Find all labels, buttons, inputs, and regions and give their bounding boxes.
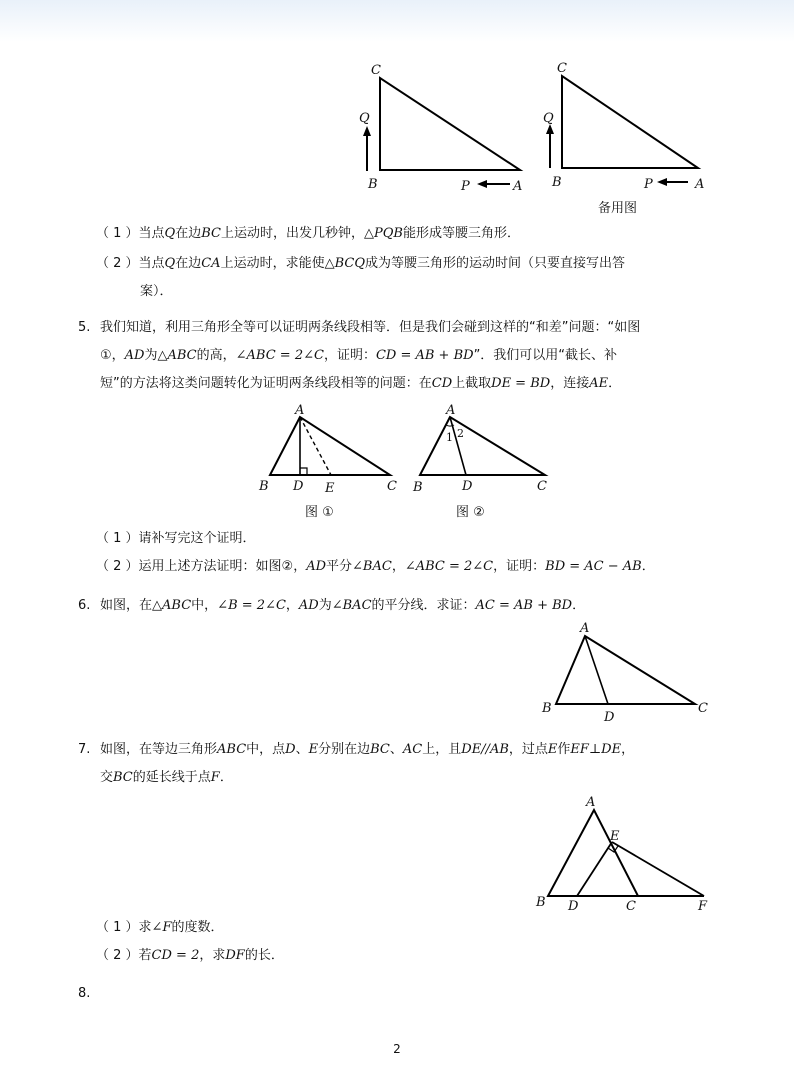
q5-text-line1: 我们知道，利用三角形全等可以证明两条线段相等．但是我们会碰到这样的“和差”问题：“如图 <box>100 320 641 335</box>
label-D: D <box>462 479 473 494</box>
label-A: A <box>580 621 590 636</box>
label-A: A <box>295 403 305 418</box>
angle-2-label: 2 <box>457 427 464 440</box>
label-B: B <box>536 895 546 910</box>
q8-number: 8. <box>78 986 91 1001</box>
label-Q: Q <box>359 111 370 126</box>
label-B: B <box>368 177 378 192</box>
angle-1-label: 1 <box>446 431 453 444</box>
label-C: C <box>537 479 547 494</box>
q7-part2: （ 2 ）若CD = 2，求DF的长． <box>96 948 284 963</box>
label-C: C <box>698 701 708 716</box>
label-B: B <box>259 479 269 494</box>
label-Q: Q <box>543 111 554 126</box>
figure-caption: 图 ① <box>305 505 334 520</box>
label-B: B <box>552 175 562 190</box>
label-P: P <box>461 179 470 194</box>
label-E: E <box>325 481 335 496</box>
label-C: C <box>387 479 397 494</box>
label-E: E <box>610 829 620 844</box>
figure-caption: 备用图 <box>598 201 638 216</box>
header-band <box>0 0 794 42</box>
q6-number: 6. <box>78 598 91 613</box>
q5-text-line2: ①，AD为△ABC的高，∠ABC = 2∠C，证明：CD = AB + BD”．我们可以用“截长、补 <box>100 348 618 363</box>
label-B: B <box>542 701 552 716</box>
label-D: D <box>293 479 304 494</box>
figure-top-right <box>540 56 720 221</box>
q4-part1: （ 1 ）当点Q在边BC上运动时，出发几秒钟，△PQB能形成等腰三角形． <box>96 226 520 241</box>
label-D: D <box>568 899 579 914</box>
q6-text: 如图，在△ABC中，∠B = 2∠C，AD为∠BAC的平分线．求证：AC = AB + BD． <box>100 598 586 613</box>
label-C: C <box>557 61 567 76</box>
q5-text-line3: 短”的方法将这类问题转化为证明两条线段相等的问题：在CD上截取DE = BD，连接AE． <box>100 376 622 391</box>
q7-text-line1: 如图，在等边三角形ABC中，点D、E分别在边BC、AC上，且DE//AB，过点E作EF⊥DE， <box>100 742 635 757</box>
label-A: A <box>513 179 523 194</box>
label-C: C <box>371 63 381 78</box>
figure-caption: 图 ② <box>456 505 485 520</box>
label-F: F <box>698 899 708 914</box>
q4-part2: （ 2 ）当点Q在边CA上运动时，求能使△BCQ成为等腰三角形的运动时间（只要直接写出答 <box>96 256 626 271</box>
label-C: C <box>626 899 636 914</box>
q4-part2-continued: 案）． <box>140 284 173 299</box>
q5-part2: （ 2 ）运用上述方法证明：如图②，AD平分∠BAC，∠ABC = 2∠C，证明：BD = AC − AB． <box>96 559 655 574</box>
label-A: A <box>446 403 456 418</box>
q5-part1: （ 1 ）请补写完这个证明． <box>96 531 256 546</box>
label-D: D <box>604 710 615 725</box>
q7-number: 7. <box>78 742 91 757</box>
q7-part1: （ 1 ）求∠F的度数． <box>96 920 224 935</box>
figure-q6 <box>538 618 718 728</box>
label-A: A <box>586 795 596 810</box>
label-B: B <box>413 480 423 495</box>
page-number: 2 <box>393 1042 401 1056</box>
q5-number: 5. <box>78 320 91 335</box>
label-P: P <box>644 177 653 192</box>
label-A: A <box>695 177 705 192</box>
figure-q5-1 <box>255 402 405 522</box>
figure-q7 <box>530 790 720 920</box>
q7-text-line2: 交BC的延长线于点F． <box>100 770 233 785</box>
figure-top-left <box>355 58 535 198</box>
figure-q5-2 <box>410 402 555 522</box>
